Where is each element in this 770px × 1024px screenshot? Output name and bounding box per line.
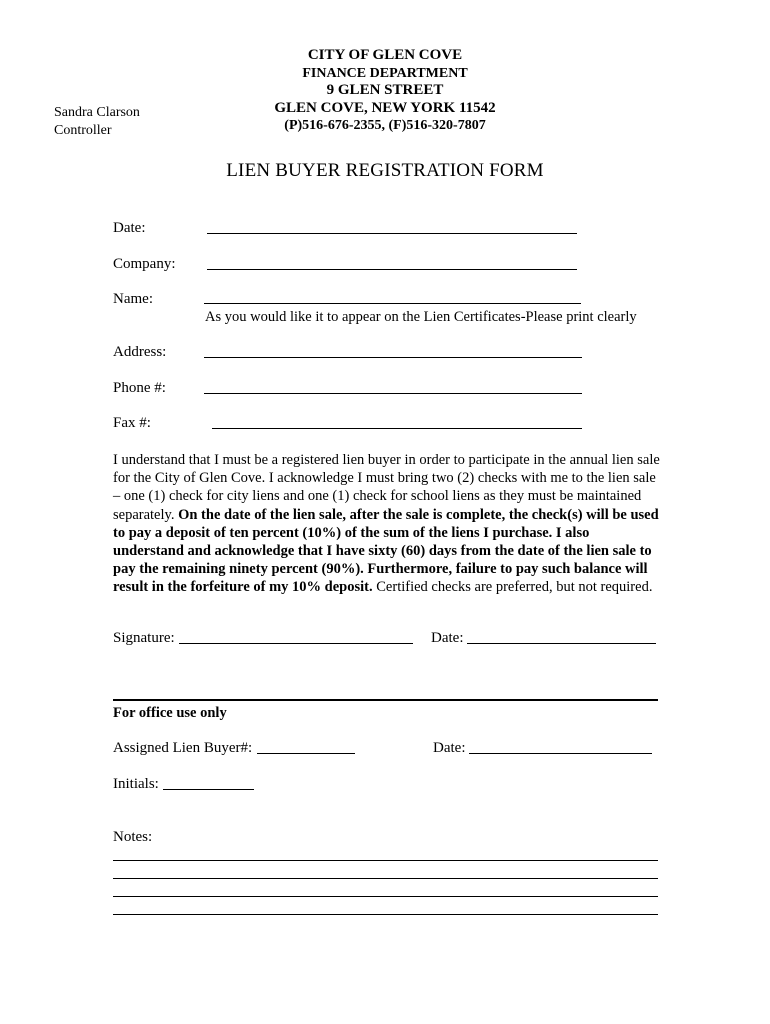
- signature-date-field[interactable]: [467, 643, 656, 644]
- official-name: Sandra Clarson: [54, 105, 140, 120]
- city-state-zip: GLEN COVE, NEW YORK 11542: [274, 100, 496, 116]
- street-address: 9 GLEN STREET: [326, 82, 444, 98]
- initials-field[interactable]: [163, 789, 254, 790]
- address-label: Address:: [113, 344, 167, 360]
- notes-line[interactable]: [113, 878, 658, 879]
- agreement-text-end: Certified checks are preferred, but not required.: [372, 579, 653, 596]
- initials-label: Initials:: [113, 776, 159, 792]
- address-field[interactable]: [204, 357, 582, 358]
- office-use-heading: For office use only: [113, 705, 227, 721]
- fax-label: Fax #:: [113, 415, 151, 431]
- company-field[interactable]: [207, 269, 577, 270]
- notes-line[interactable]: [113, 860, 658, 861]
- phone-field[interactable]: [204, 393, 582, 394]
- section-divider: [113, 699, 658, 701]
- official-title: Controller: [54, 123, 112, 138]
- phone-fax: (P)516-676-2355, (F)516-320-7807: [284, 118, 486, 133]
- notes-line[interactable]: [113, 914, 658, 915]
- lien-buyer-field[interactable]: [257, 753, 355, 754]
- name-field[interactable]: [204, 303, 581, 304]
- office-date-field[interactable]: [469, 753, 652, 754]
- notes-line[interactable]: [113, 896, 658, 897]
- form-title: LIEN BUYER REGISTRATION FORM: [226, 160, 544, 181]
- agreement-paragraph: [113, 451, 661, 597]
- agreement-text: I understand that I must be a registered lien buyer in order to participate in the annual lien sale for the City of Glen Cove. I acknowledge I must bring two (2) checks with me to the lien sale – one (1) check for city liens and one (1) check for school liens as they must be maintained separately.: [113, 452, 660, 523]
- office-date-label: Date:: [433, 740, 466, 756]
- name-label: Name:: [113, 291, 153, 307]
- date-label: Date:: [113, 220, 146, 236]
- signature-field[interactable]: [179, 643, 413, 644]
- company-label: Company:: [113, 256, 176, 272]
- notes-label: Notes:: [113, 829, 153, 845]
- phone-label: Phone #:: [113, 380, 166, 396]
- name-instruction: As you would like it to appear on the Lien Certificates-Please print clearly: [205, 309, 637, 325]
- agreement-bold-text: On the date of the lien sale, after the sale is complete, the check(s) will be used to pay a deposit of ten percent (10%) of the sum of the liens I purchase. I also understand and acknowledge that I have sixty (60) days from the date of the lien sale to pay the remaining ninety percent (90%). Furthermore, failure to pay such balance will result in the forfeiture of my 10% deposit.: [113, 506, 659, 596]
- signature-label: Signature:: [113, 630, 175, 646]
- lien-buyer-label: Assigned Lien Buyer#:: [113, 740, 253, 756]
- date-field[interactable]: [207, 233, 577, 234]
- department-name: FINANCE DEPARTMENT: [302, 66, 468, 81]
- signature-date-label: Date:: [431, 630, 464, 646]
- fax-field[interactable]: [212, 428, 582, 429]
- city-name: CITY OF GLEN COVE: [307, 47, 463, 63]
